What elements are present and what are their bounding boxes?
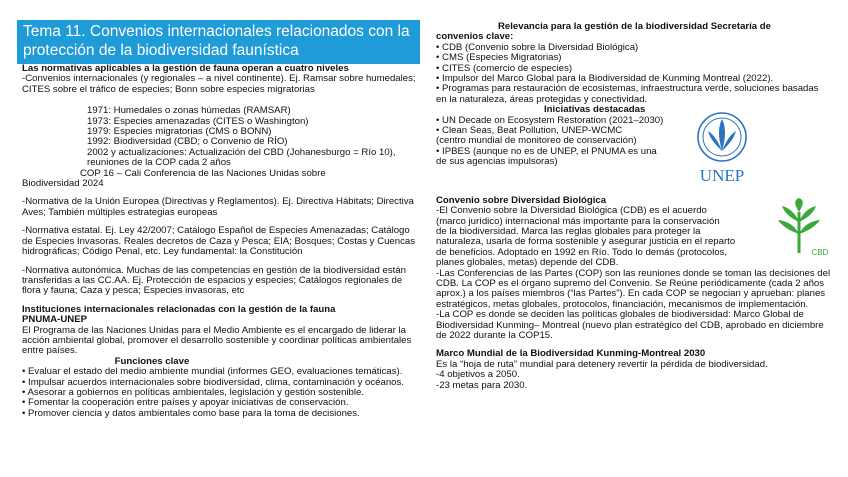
timeline-item: 1979: Especies migratorias (CMS o BONN) <box>87 126 272 138</box>
functions-item: • Impulsar acuerdos internacionales sobre biodiversidad, clima, contaminación y océanos. <box>22 376 404 388</box>
cbd-text-line: de la biodiversidad. Marca las reglas globales para proteger la <box>436 225 701 237</box>
left-column <box>22 64 422 419</box>
cbd-text-line: -El Convenio sobre la Diversidad Biológica (CDB) es el acuerdo <box>436 205 707 217</box>
initiative-item: • UN Decade on Ecosystem Restoration (2021–2030) <box>436 114 664 126</box>
kunming-text: Es la “hoja de ruta” mundial para detenery revertir la pérdida de biodiversidad. <box>436 358 768 370</box>
relevance-item: • CITES (comercio de especies) <box>436 62 573 74</box>
cop16-year: Biodiversidad 2024 <box>22 178 104 190</box>
unep-logo <box>688 107 756 185</box>
kunming-item: -23 metas para 2030. <box>436 379 528 391</box>
timeline-item: 1992: Biodiversidad (CBD; o Convenio de RÍO) <box>87 136 288 148</box>
pnuma-heading: PNUMA-UNEP <box>22 314 88 326</box>
levels-heading: Las normativas aplicables a la gestión de fauna operan a cuatro niveles <box>22 63 349 74</box>
functions-heading: Funciones clave <box>114 355 190 367</box>
relevance-item: • Programas para restauración de ecosistemas, infraestructura verde, soluciones basadas en la naturaleza, áreas protegidas y conectividad. <box>436 83 819 105</box>
cbd-text-line: naturaleza, usarla de forma sostenible y asegurar justicia en el reparto <box>436 236 736 248</box>
eu-regulation: -Normativa de la Unión Europea (Directivas y Reglamentos). Ej. Directiva Hábitats; Directiva Aves; También múltiples estrategias europeas <box>22 196 414 218</box>
cbd-logo <box>766 198 832 258</box>
functions-item: • Promover ciencia y datos ambientales como base para la toma de decisiones. <box>22 407 360 419</box>
cbd-policies-text: -La COP es donde se deciden las políticas globales de biodiversidad: Marco Global de Biodiversidad Kunming– Montreal (nuevo plan estratégico del CDB, aprobado en diciembre de 2022 durante la COP15. <box>436 309 824 341</box>
timeline-item: 1973: Especies amenazadas (CITES o Washington) <box>87 115 309 127</box>
relevance-item: • CMS (Especies Migratorias) <box>436 52 562 64</box>
state-regulation: -Normativa estatal. Ej. Ley 42/2007; Catálogo Español de Especies Amenazadas; Catálogo de Especies Invasoras. Reales decretos de Caza y Pesca; EIA; Bosques; Costas y Cuencas hidrográficas; Código Penal, etc. Ley fundamental: la Constitución <box>22 225 416 258</box>
relevance-heading: Relevancia para la gestión de la biodiversidad Secretaría de <box>498 21 772 32</box>
cbd-text-line: (marco jurídico) internacional más importante para la conservación <box>436 215 720 227</box>
kunming-item: -4 objetivos a 2050. <box>436 369 520 381</box>
unep-logo-text: UNEP <box>699 166 745 185</box>
functions-item: • Evaluar el estado del medio ambiente mundial (informes GEO, evaluaciones temáticas). <box>22 366 403 378</box>
relevance-item: • CDB (Convenio sobre la Diversidad Biológica) <box>436 41 639 53</box>
cbd-text-line: de beneficios. Adoptado en 1992 en Río. Todo lo demás (protocolos, <box>436 246 728 258</box>
functions-item: • Asesorar a gobiernos en políticas ambientales, legislación y gestión sostenible. <box>22 386 365 398</box>
cbd-cop-text: -Las Conferencias de las Partes (COP) son las reuniones donde se toman las decisiones del CDB. La COP es el órgano supremo del Convenio. Se Reúne periódicamente (cada 2 años aprox.) a los países miembros (“las Partes”). En cada COP se negocian y aprueban: planes estratégicos, metas globales, protocolos, financiación, mecanismos de implementación. <box>436 267 831 310</box>
initiative-item: • IPBES (aunque no es de UNEP, el PNUMA es una <box>436 145 657 157</box>
timeline-item: 1971: Humedales o zonas húmedas (RAMSAR) <box>87 105 291 117</box>
cbd-text-line: planes globales, metas) depende del CDB. <box>436 257 619 269</box>
timeline-item: 2002 y actualizaciones: Actualización del CBD (Johanesburgo = Río 10), reuniones de la COP cada 2 años <box>87 146 396 169</box>
cbd-heading: Convenio sobre Diversidad Biológica <box>436 194 607 206</box>
cbd-logo-text: CBD <box>811 248 829 257</box>
initiative-item: • Clean Seas, Beat Pollution, UNEP-WCMC <box>436 125 623 137</box>
regional-regulation: -Normativa autonómica. Muchas de las competencias en gestión de la biodiversidad están transferidas a las CC.AA. Ej. Protección de espacios y especies; Catálogos regionales de flora y fauna; Caza y pesca; Especies invasoras, etc <box>22 264 406 297</box>
timeline-list <box>22 106 422 168</box>
functions-item: • Fomentar la cooperación entre países y apoyar iniciativas de conservación. <box>22 397 349 409</box>
kunming-heading: Marco Mundial de la Biodiversidad Kunming-Montreal 2030 <box>436 348 706 360</box>
institutions-heading: Instituciones internacionales relacionadas con la gestión de la fauna <box>22 303 336 315</box>
relevance-heading-cont: convenios clave: <box>436 31 514 43</box>
initiatives-heading: Iniciativas destacadas <box>544 104 646 116</box>
relevance-item: • Impulsor del Marco Global para la Biodiversidad de Kunming Montreal (2022). <box>436 73 774 85</box>
initiative-item: de sus agencias impulsoras) <box>436 156 558 168</box>
levels-intro: -Convenios internacionales (y regionales – a nivel continente). Ej. Ramsar sobre humedales; CITES sobre el tráfico de especies; Bonn sobre especies migratorias <box>22 73 416 95</box>
slide-title: Tema 11. Convenios internacionales relacionados con la protección de la biodiversidad faunística <box>17 20 420 64</box>
pnuma-text: El Programa de las Naciones Unidas para el Medio Ambiente es el encargado de liderar la acción ambiental global, promover el desarrollo sostenible y coordinar políticas ambientales entre países. <box>22 324 412 357</box>
initiative-item: (centro mundial de monitoreo de conservación) <box>436 135 637 147</box>
cop16-line: COP 16 – Cali Conferencia de las Naciones Unidas sobre <box>80 167 326 179</box>
